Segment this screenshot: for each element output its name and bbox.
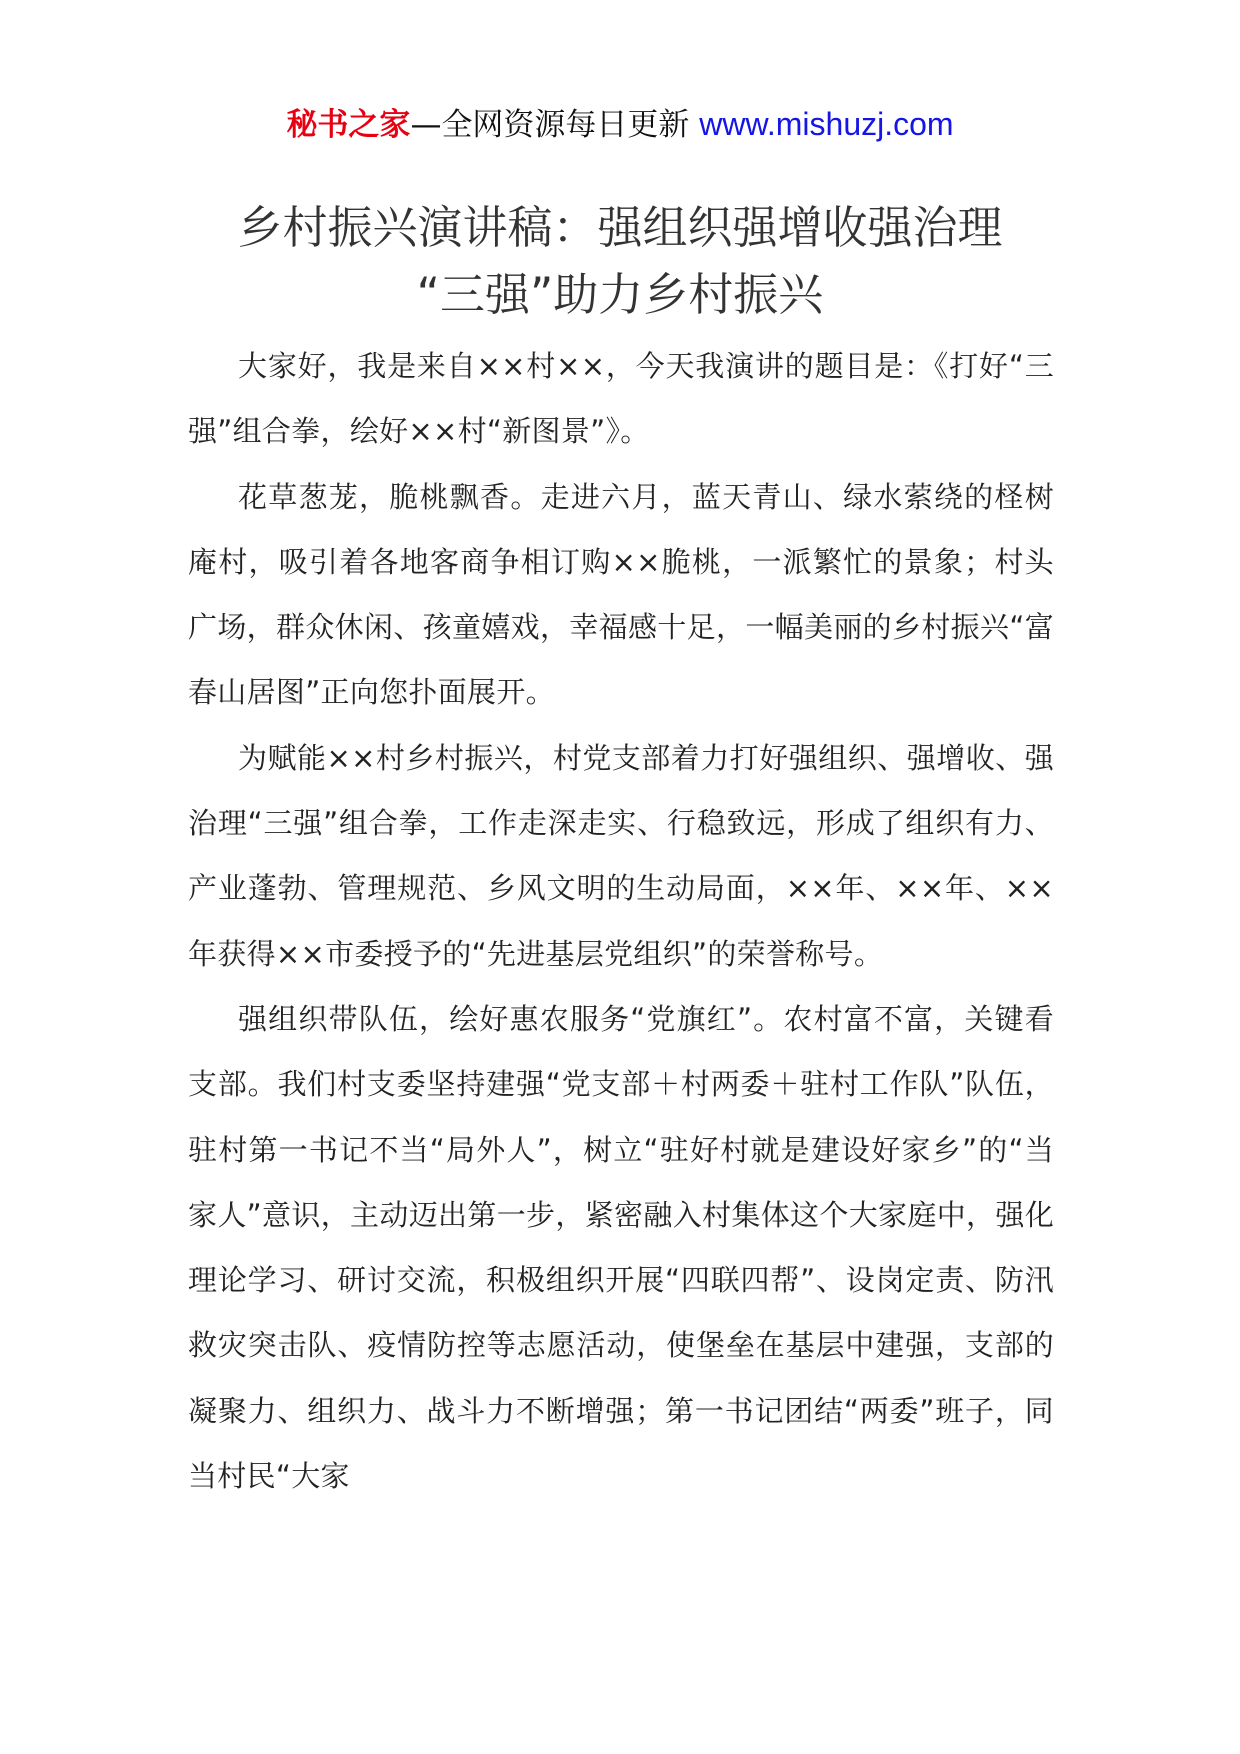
brand-name: 秘书之家 bbox=[286, 107, 411, 143]
header-tagline: —全网资源每日更新 bbox=[410, 107, 690, 143]
document-title bbox=[150, 194, 1090, 328]
title-line-1: 乡村振兴演讲稿：强组织强增收强治理 bbox=[237, 201, 1003, 254]
paragraph-summary: 为赋能××村乡村振兴，村党支部着力打好强组织、强增收、强治理“三强”组合拳，工作走深走实、行稳致远，形成了组织有力、产业蓬勃、管理规范、乡风文明的生动局面，××年、××年、××年获得××市委授予的“先进基层党组织”的荣誉称号。 bbox=[188, 740, 1054, 971]
site-header bbox=[0, 101, 1240, 148]
paragraph-scene: 花草葱茏，脆桃飘香。走进六月，蓝天青山、绿水萦绕的柽树庵村，吸引着各地客商争相订购××脆桃，一派繁忙的景象；村头广场，群众休闲、孩童嬉戏，幸福感十足，一幅美丽的乡村振兴“富春山居图”正向您扑面展开。 bbox=[188, 479, 1054, 710]
site-url-link[interactable]: www.mishuzj.com bbox=[699, 106, 954, 142]
paragraph-greeting: 大家好，我是来自××村××，今天我演讲的题目是：《打好“三强”组合拳，绘好××村“新图景”》。 bbox=[188, 349, 1054, 449]
document-body bbox=[188, 334, 1054, 1509]
title-line-2: “三强”助力乡村振兴 bbox=[416, 268, 824, 321]
paragraph-organization: 强组织带队伍，绘好惠农服务“党旗红”。农村富不富，关键看支部。我们村支委坚持建强“党支部＋村两委＋驻村工作队”队伍，驻村第一书记不当“局外人”，树立“驻好村就是建设好家乡”的“当家人”意识，主动迈出第一步，紧密融入村集体这个大家庭中，强化理论学习、研讨交流，积极组织开展“四联四帮”、设岗定责、防汛救灾突击队、疫情防控等志愿活动，使堡垒在基层中建强，支部的凝聚力、组织力、战斗力不断增强；第一书记团结“两委”班子，同当村民“大家 bbox=[188, 1001, 1054, 1494]
